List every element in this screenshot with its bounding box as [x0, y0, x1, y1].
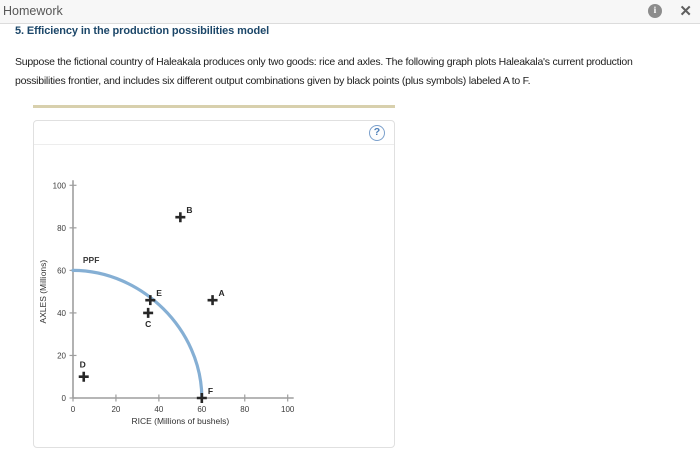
x-tick-label: 0 — [70, 405, 76, 414]
ppf-curve-label: PPF — [82, 254, 100, 265]
y-axis-title: AXLES (Millions) — [38, 259, 48, 324]
y-tick-label: 0 — [61, 394, 66, 403]
title-bar — [0, 0, 700, 24]
point-marker-F — [197, 393, 207, 403]
question-title: 5. Efficiency in the production possibilities model — [15, 25, 270, 37]
x-tick-label: 20 — [111, 405, 121, 414]
y-tick-label: 20 — [57, 351, 66, 361]
help-icon[interactable]: ? — [369, 125, 385, 141]
point-label-E: E — [156, 288, 162, 299]
info-icon[interactable]: i — [648, 4, 662, 18]
point-marker-C — [143, 308, 153, 318]
x-axis-title: RICE (Millions of bushels) — [131, 416, 230, 426]
y-tick-label: 60 — [57, 266, 66, 276]
point-label-C: C — [145, 318, 152, 329]
point-marker-D — [79, 372, 89, 382]
graph-panel — [33, 120, 395, 448]
ppf-chart — [34, 121, 395, 447]
y-tick-label: 100 — [52, 181, 66, 191]
y-tick-label: 40 — [57, 308, 66, 318]
point-marker-B — [175, 212, 185, 222]
paragraph-line-2: possibilities frontier, and includes six different output combinations given by black points (plus symbols) labeled A to F. — [15, 74, 531, 87]
question-paragraph — [15, 53, 633, 90]
point-label-D: D — [79, 359, 86, 370]
point-label-B: B — [186, 205, 193, 216]
close-icon[interactable]: ✕ — [679, 3, 692, 20]
point-label-A: A — [218, 288, 225, 299]
x-tick-label: 100 — [281, 405, 295, 414]
y-tick-label: 80 — [57, 223, 66, 233]
window-title: Homework — [3, 4, 63, 18]
paragraph-line-1: Suppose the fictional country of Haleakala produces only two goods: rice and axles. The following graph plots Haleakala's current production — [15, 56, 633, 68]
x-tick-label: 60 — [197, 405, 207, 414]
point-marker-A — [208, 295, 218, 305]
x-tick-label: 80 — [240, 405, 250, 414]
section-divider — [33, 105, 395, 108]
ppf-curve — [73, 270, 202, 398]
point-label-F: F — [207, 386, 214, 396]
x-tick-label: 40 — [154, 405, 164, 414]
